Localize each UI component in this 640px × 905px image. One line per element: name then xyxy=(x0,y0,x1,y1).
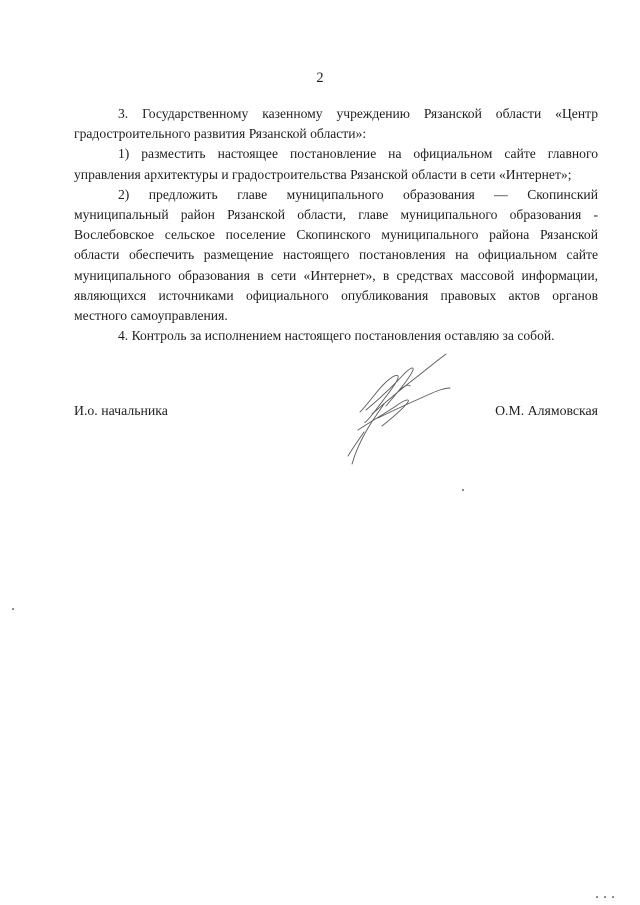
paragraph-3-2: 2) предложить главе муниципального образования — Скопинский муниципальный район Рязанской области, главе муниципального образования - Вослебовское сельское поселение Скопинского муниципального района Рязанской области обеспечить размещение настоящего постановления на официальном сайте муниципального образования в сети «Интернет», в средствах массовой информации, являющихся источниками официального опубликования правовых актов органов местного самоуправления. xyxy=(74,186,598,324)
signatory-name: О.М. Алямовская xyxy=(495,403,598,418)
paragraph-3: 3. Государственному казенному учреждению Рязанской области «Центр градостроительного развития Рязанской области»: xyxy=(74,106,598,142)
handwritten-signature xyxy=(338,352,458,467)
scan-speck xyxy=(596,896,598,898)
document-body xyxy=(74,104,598,346)
scan-speck xyxy=(462,489,464,491)
page-number: 2 xyxy=(316,70,324,86)
scan-speck xyxy=(612,896,614,898)
scan-speck xyxy=(12,608,14,610)
scan-speck xyxy=(604,896,606,898)
paragraph-3-1: 1) разместить настоящее постановление на официальном сайте главного управления архитектуры и градостроительства Рязанской области в сети «Интернет»; xyxy=(74,146,598,182)
paragraph-4: 4. Контроль за исполнением настоящего постановления оставляю за собой. xyxy=(118,328,555,344)
signatory-position: И.о. начальника xyxy=(74,403,168,418)
